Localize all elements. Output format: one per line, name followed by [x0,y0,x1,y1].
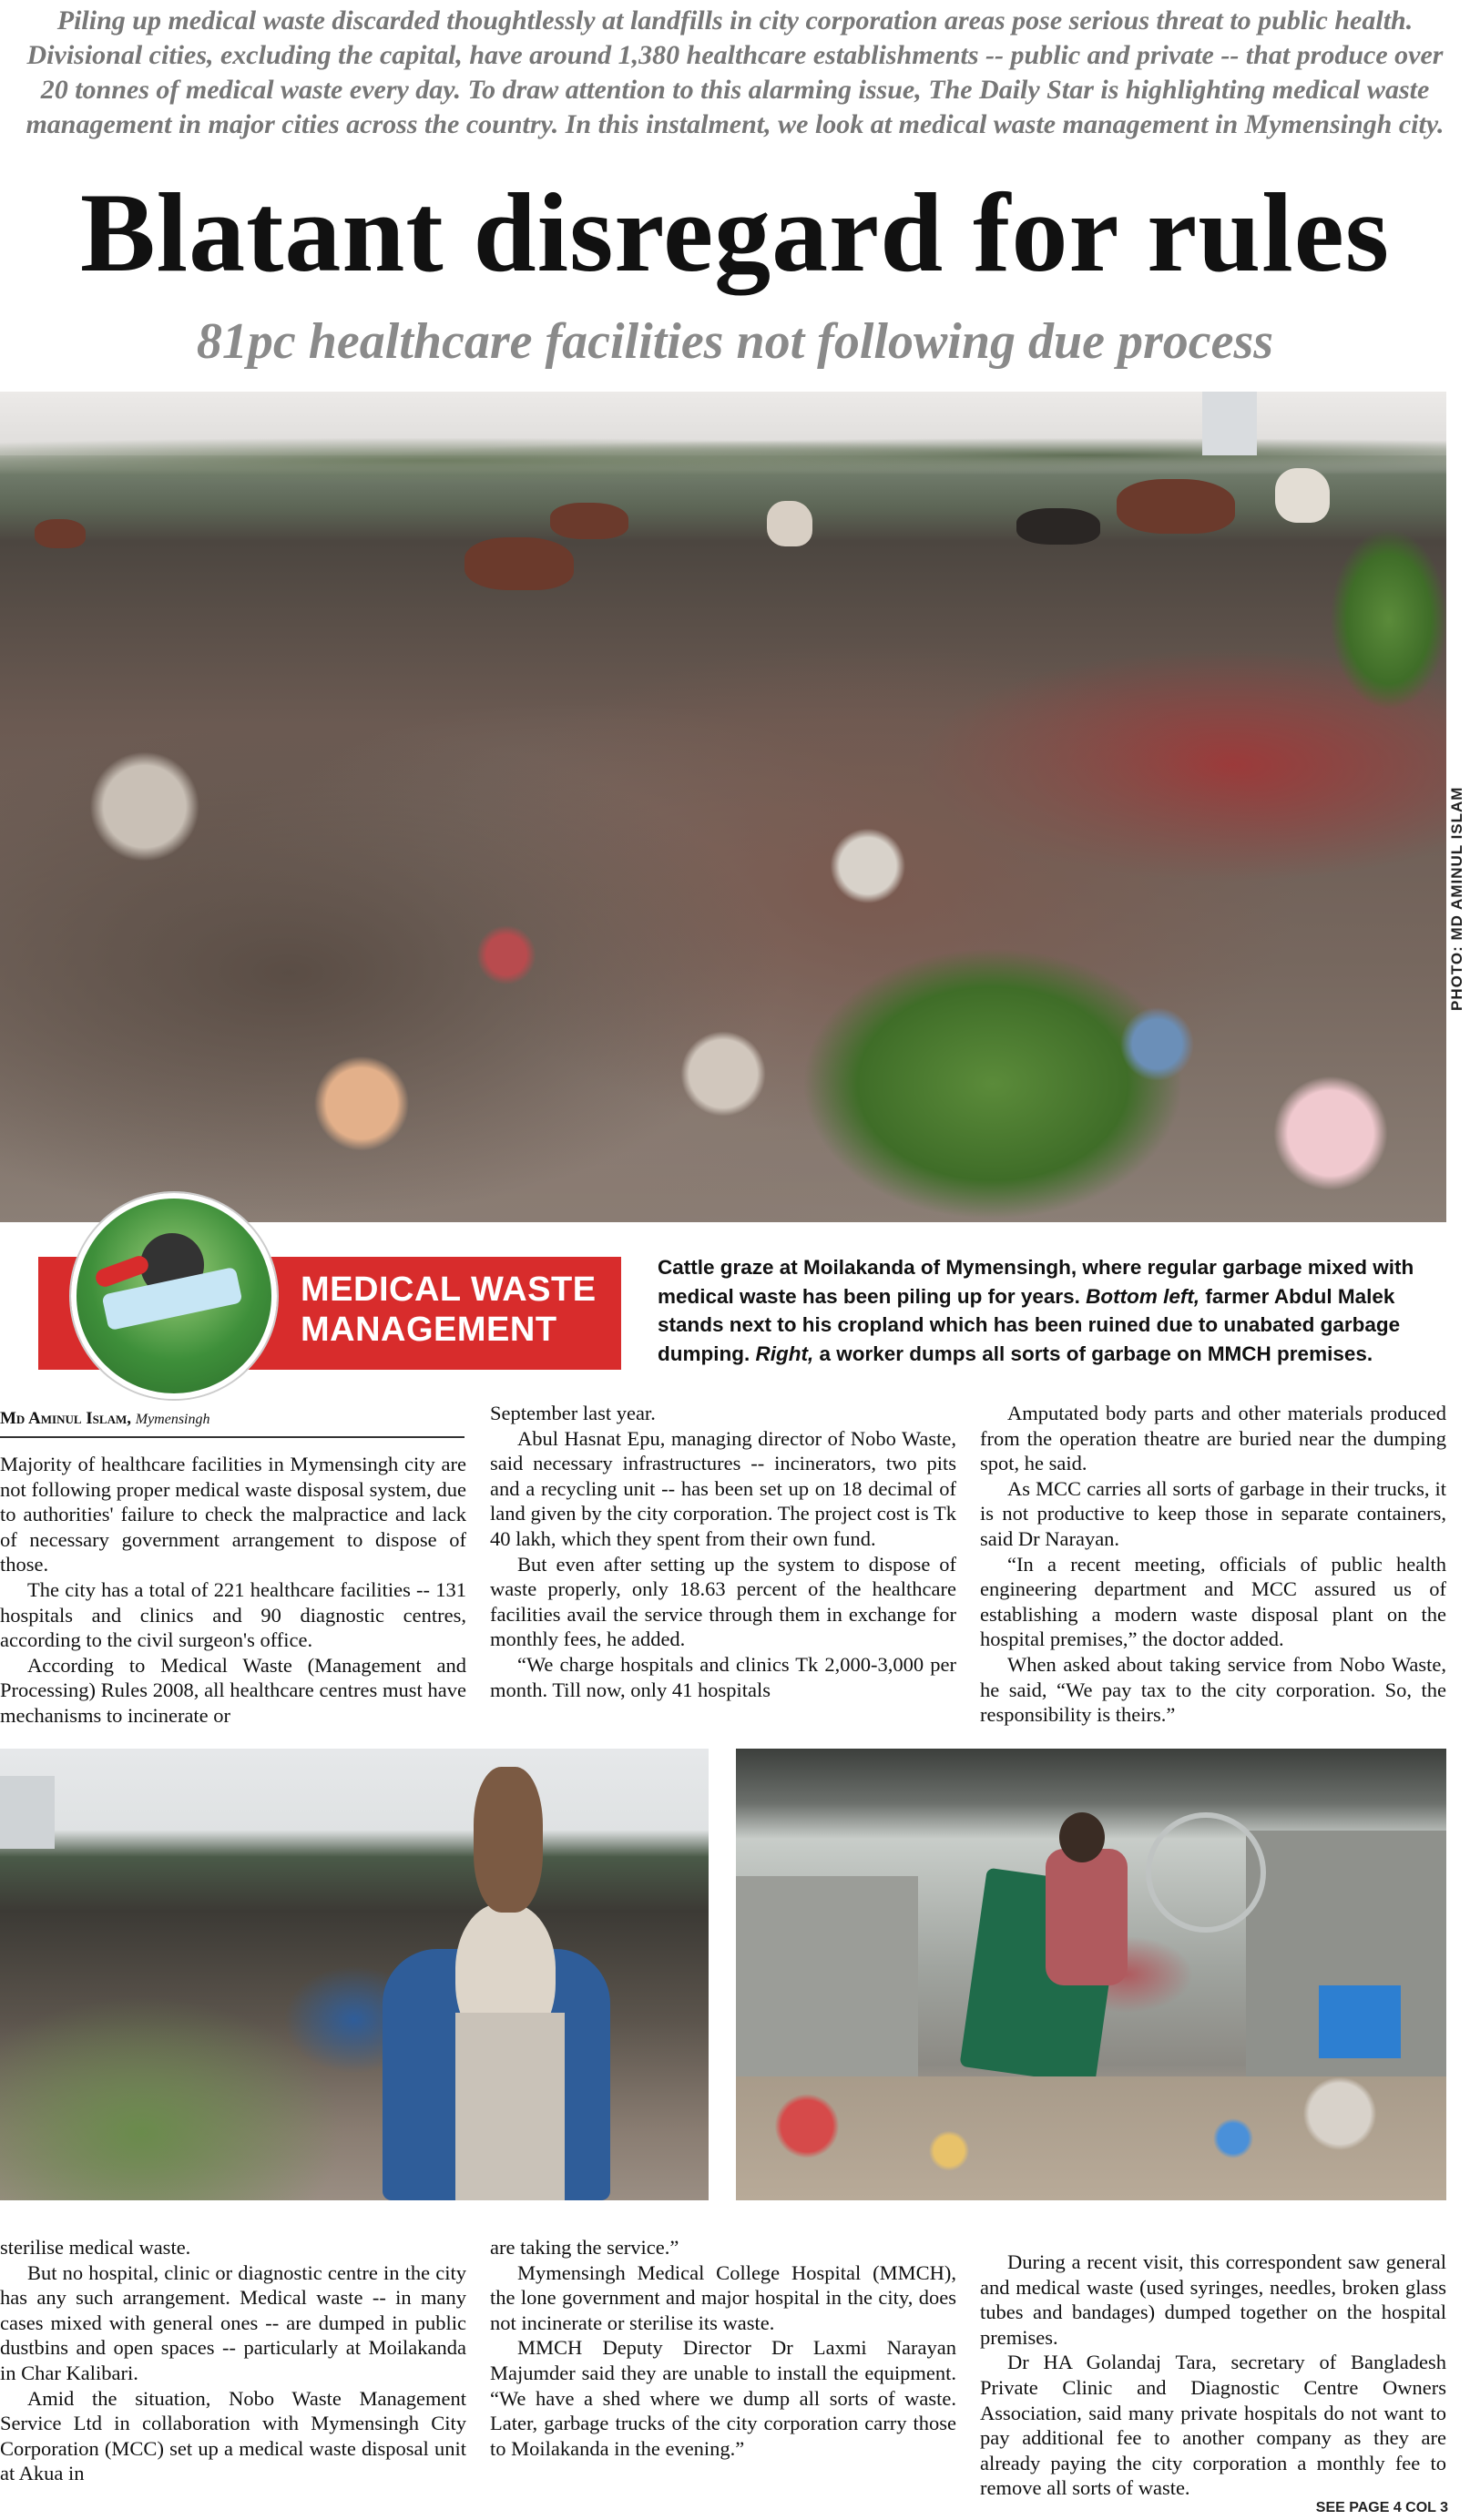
paragraph: Dr HA Golandaj Tara, secretary of Bangladesh Private Clinic and Diagnostic Centre Owners Association, said many private hospitals do not want to pay additional fee to another company as they are already paying the city corporation a monthly fee to remove all sorts of waste. [980,2351,1446,2500]
byline [0,1408,464,1438]
paragraph: are taking the service.” [490,2236,679,2259]
column-3-bottom [980,2250,1446,2501]
medical-waste-badge-icon [71,1193,277,1399]
column-2-bottom [490,2235,956,2461]
paragraph: MMCH Deputy Director Dr Laxmi Narayan Majumder said they are unable to install the equipment. “We have a shed where we dump all sorts of waste. Later, garbage trucks of the city corporation carry those to Moilakanda in the evening.” [490,2336,956,2460]
subheadline: 81pc healthcare facilities not following due process [196,313,1274,370]
paragraph: “We charge hospitals and clinics Tk 2,000-3,000 per month. Till now, only 41 hospitals [490,1652,956,1701]
caption-part-2: farmer Abdul Malek stands next to his cropland which has been ruined due to unabated garbage dumping. [658,1284,1401,1365]
paragraph: When asked about taking service from Nobo Waste, he said, “We pay tax to the city corporation. So, the responsibility is theirs.” [980,1652,1446,1727]
paragraph: According to Medical Waste (Management and Processing) Rules 2008, all healthcare centres must have mechanisms to incinerate or [0,1653,466,1727]
byline-name: Md Aminul Islam, [0,1409,131,1428]
paragraph: Amputated body parts and other materials produced from the operation theatre are buried near the dumping spot, he said. [980,1402,1446,1475]
intro-text: Piling up medical waste discarded thoughtlessly at landfills in city corporation areas pose serious threat to public health. Divisional cities, excluding the capital, have around 1,380 healthcare establishments -- public and private -- that produce over 20 tonnes of medical waste every day. To draw attention to this alarming issue, The Daily Star is highlighting medical waste management in major cities across the country. In this instalment, we look at medical waste management in Mymensingh city. [26,5,1444,139]
paragraph: Mymensingh Medical College Hospital (MMCH), the lone government and major hospital in the city, does not incinerate or sterilise its waste. [490,2260,956,2334]
byline-place: Mymensingh [135,1412,210,1427]
paragraph: During a recent visit, this correspondent saw general and medical waste (used syringes, needles, broken glass tubes and bandages) dumped together on the hospital premises. [980,2250,1446,2349]
photo-worker-mmch [736,1749,1446,2200]
paragraph: sterilise medical waste. [0,2236,191,2259]
paragraph: Abul Hasnat Epu, managing director of Nobo Waste, said necessary infrastructures -- incinerators, two pits and a recycling unit -- has been set up on 18 decimal of land given by the city corporation. The project cost is Tk 40 lakh, which they spent from their own fund. [490,1426,956,1550]
column-3-top [980,1401,1446,1728]
column-1-top [0,1452,466,1729]
paragraph: But even after setting up the system to dispose of waste properly, only 18.63 percent of the healthcare facilities avail the service through them in exchange for monthly fees, he added. [490,1552,956,1651]
paragraph: September last year. [490,1402,656,1424]
caption-emphasis-1: Bottom left, [1086,1284,1200,1308]
photo-farmer-abdul-malek [0,1749,709,2200]
caption-part-3: a worker dumps all sorts of garbage on MMCH premises. [813,1342,1373,1365]
paragraph: The city has a total of 221 healthcare facilities -- 131 hospitals and clinics and 90 diagnostic centres, according to the civil surgeon's office. [0,1577,466,1652]
main-photo-landfill [0,392,1446,1222]
photo-caption [658,1253,1428,1368]
caption-part-1: Cattle graze at Moilakanda of Mymensingh, where regular garbage mixed with medical waste has been piling up for years. [658,1256,1414,1308]
paragraph: Amid the situation, Nobo Waste Management Service Ltd in collaboration with Mymensingh City Corporation (MCC) set up a medical waste disposal unit at Akua in [0,2386,466,2485]
column-1-bottom [0,2235,466,2486]
paragraph: As MCC carries all sorts of garbage in their trucks, it is not productive to keep those in separate containers, said Dr Narayan. [980,1476,1446,1550]
paragraph: “In a recent meeting, officials of public health engineering department and MCC assured us of establishing a modern waste disposal plant on the hospital premises,” the doctor added. [980,1552,1446,1651]
paragraph: Majority of healthcare facilities in Mymensingh city are not following proper medical waste disposal system, due to authorities' failure to check the malpractice and lack of necessary government arrangement to dispose of those. [0,1453,466,1576]
banner-line-2: MANAGEMENT [301,1311,557,1349]
caption-emphasis-2: Right, [755,1342,814,1365]
column-2-top [490,1401,956,1702]
headline: Blatant disregard for rules [79,170,1391,295]
paragraph: But no hospital, clinic or diagnostic centre in the city has any such arrangement. Medical waste -- in many cases mixed with general ones -- are dumped in public dustbins and open spaces -- particularly at Moilakanda in Char Kalibari. [0,2260,466,2384]
photo-credit: PHOTO: MD AMINUL ISLAM [1448,786,1465,1011]
banner-title [301,1270,610,1350]
banner-line-1: MEDICAL WASTE [301,1270,597,1309]
continuation-jump-link[interactable]: SEE PAGE 4 COL 3 [1315,2500,1448,2515]
